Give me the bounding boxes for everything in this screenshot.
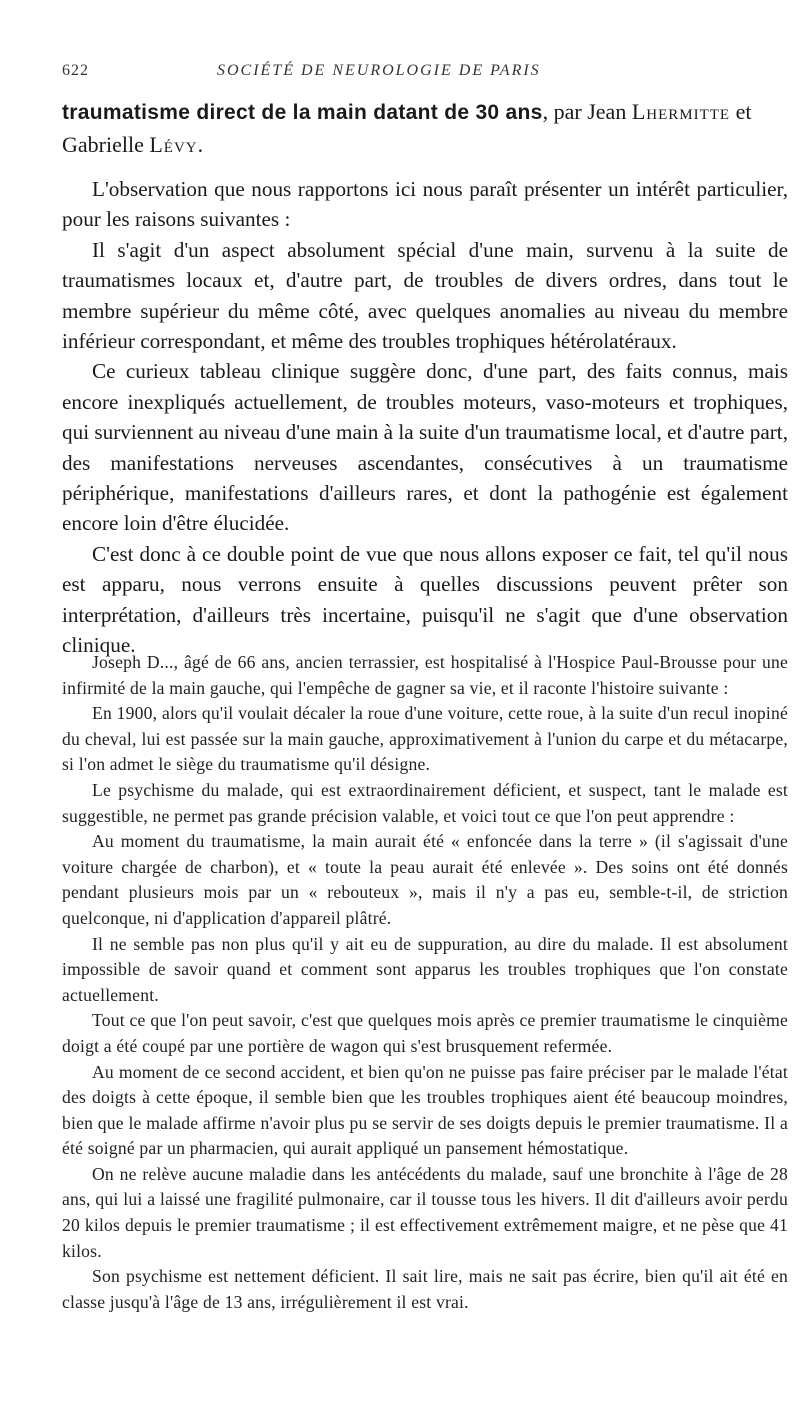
intro-paragraph-3: Ce curieux tableau clinique suggère donc, d'une part, des faits connus, mais encore inexpliqués actuellement, de troubles moteurs, vaso-moteurs et trophiques, qui surviennent au niveau d'une main à la suite d'un traumatisme local, et d'autre part, des manifestations nerveuses ascendantes, consécutives à un traumatisme périphérique, manifestations d'ailleurs rares, et dont la pathogénie est également encore loin d'être élucidée. <box>62 359 788 536</box>
author1-last-name: Lhermitte <box>631 99 731 124</box>
observation-paragraph-9: Son psychisme est nettement déficient. Il sait lire, mais ne sait pas écrire, bien qu'il ait été en classe jusqu'à l'âge de 13 ans, irrégulièrement il est vrai. <box>62 1266 788 1312</box>
title-end: . <box>197 132 204 157</box>
observation-paragraph-8: On ne relève aucune maladie dans les antécédents du malade, sauf une bronchite à l'âge de 28 ans, qui lui a laissé une fragilité pulmonaire, car il tousse tous les hivers. Il dit d'ailleurs avoir perdu 20 kilos depuis le premier traumatisme ; il est effectivement extrêmement maigre, et ne pèse que 41 kilos. <box>62 1163 788 1261</box>
author1-first-name: Jean <box>587 99 632 124</box>
introduction-section <box>62 174 788 661</box>
observation-paragraph-7: Au moment de ce second accident, et bien qu'on ne puisse pas faire préciser par le malade l'état des doigts à cette époque, il semble bien que les troubles trophiques aient été beaucoup moindres, bien que le malade affirme n'avoir plus pu se servir de ses doigts depuis le premier traumatisme. Il a été soigné par un pharmacien, qui aurait appliqué un pansement hémostatique. <box>62 1061 788 1159</box>
running-header <box>62 62 788 88</box>
observation-paragraph-4: Au moment du traumatisme, la main aurait été « enfoncée dans la terre » (il s'agissait d'une voiture chargée de charbon), et « toute la peau aurait été enlevée ». Des soins ont été donnés pendant plusieurs mois par un « rebouteux », mais il n'y a pas eu, semble-t-il, de striction quelconque, ni d'application d'appareil plâtré. <box>62 831 788 928</box>
title-by: , par <box>542 99 588 124</box>
observation-paragraph-5: Il ne semble pas non plus qu'il y ait eu de suppuration, au dire du malade. Il est absolument impossible de savoir quand et comment sont apparus les troubles trophiques que l'on constate actuellement. <box>62 933 788 1005</box>
author2-first-name: Gabrielle <box>62 132 150 157</box>
observation-paragraph-6: Tout ce que l'on peut savoir, c'est que quelques mois après ce premier traumatisme le cinquième doigt a été coupé par une portière de wagon qui s'est brusquement refermée. <box>62 1010 788 1056</box>
article-title: traumatisme direct de la main datant de 30 ans <box>62 101 543 124</box>
title-and: et <box>730 99 752 124</box>
journal-title: SOCIÉTÉ DE NEUROLOGIE DE PARIS <box>217 62 541 79</box>
page-number: 622 <box>62 62 89 79</box>
article-title-block <box>62 96 788 161</box>
intro-paragraph-2: Il s'agit d'un aspect absolument spécial d'une main, survenu à la suite de traumatismes locaux et, d'autre part, de troubles de divers ordres, dans tout le membre supérieur du même côté, avec quelques anomalies au niveau du membre inférieur correspondant, et même des troubles trophiques hétérolatéraux. <box>62 237 788 354</box>
observation-section <box>62 650 788 1315</box>
author2-last-name: Lévy <box>149 132 198 157</box>
observation-paragraph-3: Le psychisme du malade, qui est extraordinairement déficient, et suspect, tant le malade est suggestible, ne permet pas grande précision valable, et voici tout ce que l'on peut apprendre : <box>62 779 788 826</box>
intro-paragraph-4: C'est donc à ce double point de vue que nous allons exposer ce fait, tel qu'il nous est apparu, nous verrons ensuite à quelles discussions peuvent prêter son interprétation, d'ailleurs très incertaine, puisqu'il ne s'agit que d'une observation clinique. <box>62 541 788 658</box>
intro-paragraph-1: L'observation que nous rapportons ici nous paraît présenter un intérêt particulier, pour les raisons suivantes : <box>62 177 788 232</box>
observation-paragraph-1: Joseph D..., âgé de 66 ans, ancien terrassier, est hospitalisé à l'Hospice Paul-Brousse pour une infirmité de la main gauche, qui l'empêche de gagner sa vie, et il raconte l'histoire suivante : <box>62 652 788 698</box>
observation-paragraph-2: En 1900, alors qu'il voulait décaler la roue d'une voiture, cette roue, à la suite d'un recul inopiné du cheval, lui est passée sur la main gauche, approximativement à l'union du carpe et du métacarpe, si l'on admet le siège du traumatisme qu'il désigne. <box>62 703 788 775</box>
